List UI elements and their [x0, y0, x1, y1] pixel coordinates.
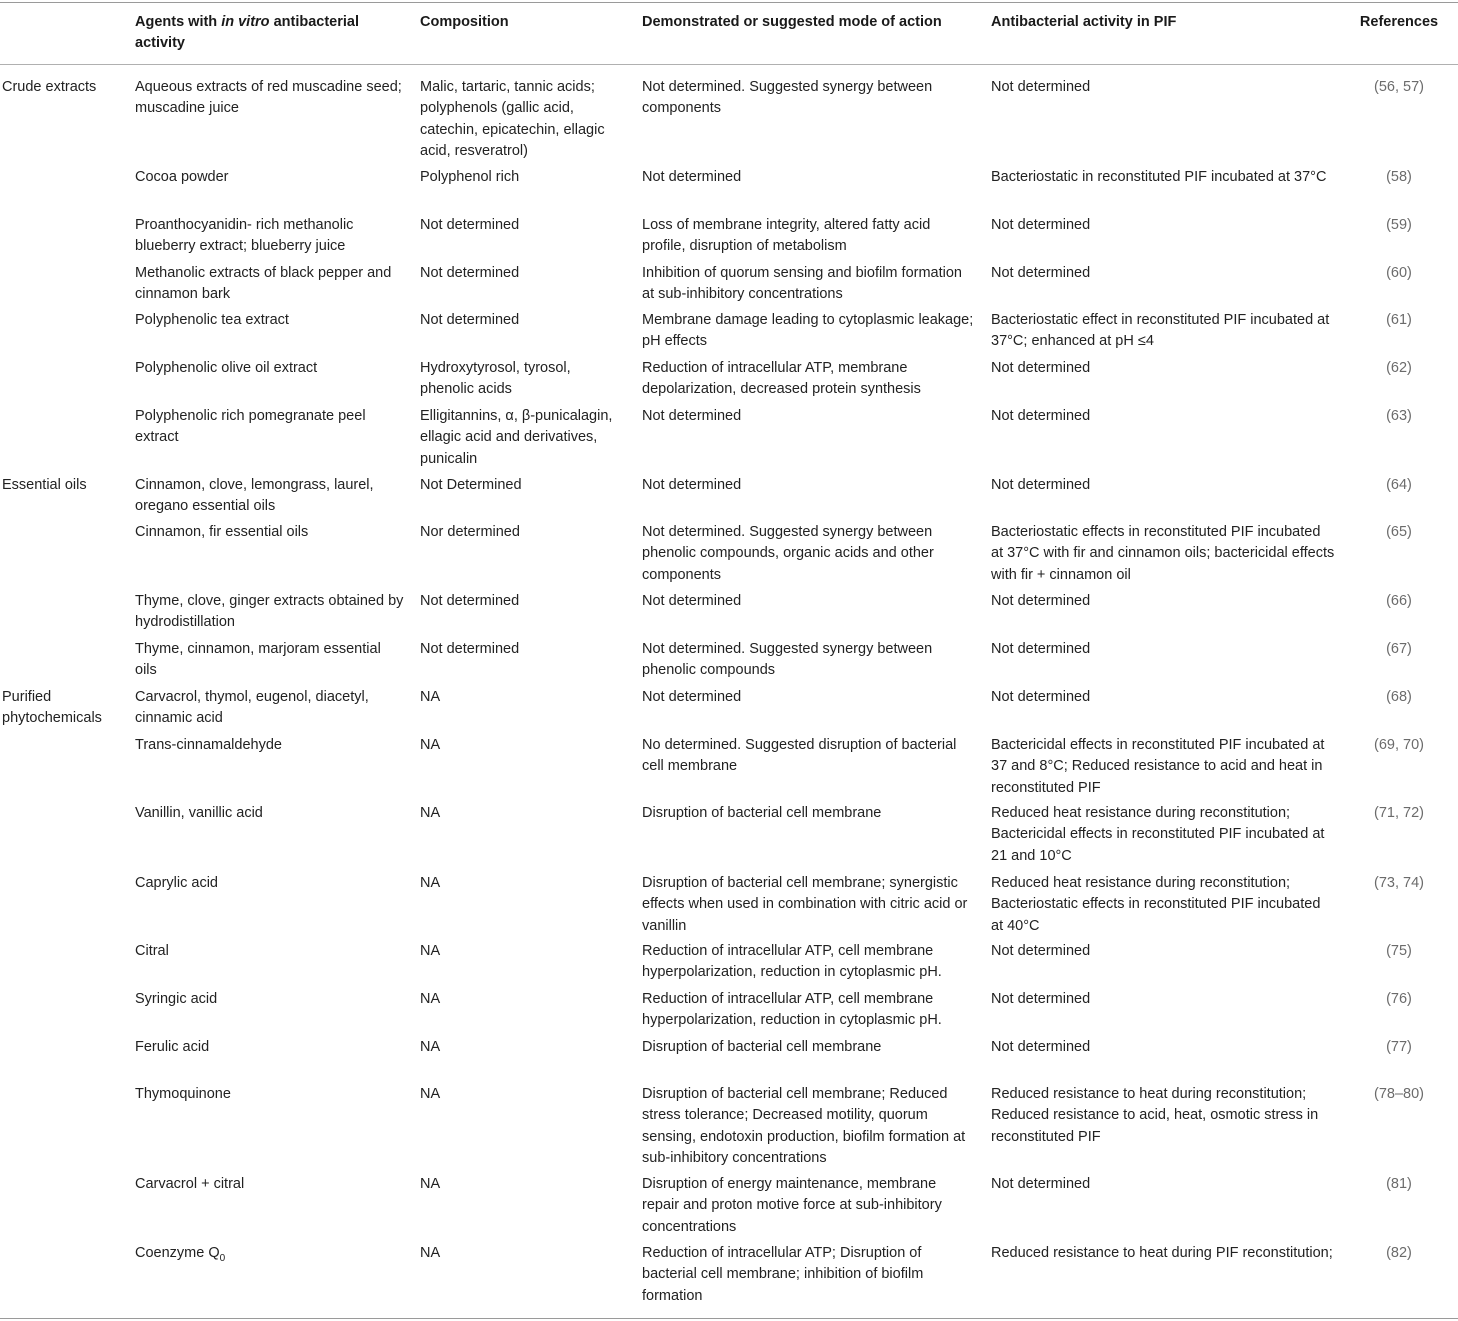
- row-activity: Not determined: [991, 943, 1091, 959]
- row-mode-of-action: Reduction of intracellular ATP; Disruption of bacterial cell membrane; inhibition of biofilm formation: [642, 1245, 924, 1304]
- row-agent: Polyphenolic olive oil extract: [135, 360, 318, 376]
- row-composition: NA: [420, 991, 441, 1007]
- row-reference-link[interactable]: (78–80): [1374, 1086, 1424, 1102]
- row-mode-of-action: Not determined: [642, 169, 742, 185]
- row-composition: NA: [420, 689, 441, 705]
- row-agent: Polyphenolic tea extract: [135, 312, 289, 328]
- row-mode-of-action: Not determined: [642, 408, 742, 424]
- row-reference-link[interactable]: (69, 70): [1374, 737, 1424, 753]
- header-agents-italic: in vitro: [221, 14, 270, 30]
- row-activity: Not determined: [991, 477, 1091, 493]
- row-composition: NA: [420, 805, 441, 821]
- row-composition: Not determined: [420, 217, 520, 233]
- row-agent: Thymoquinone: [135, 1086, 231, 1102]
- table-header-rule: [0, 64, 1458, 65]
- row-activity: Bacteriostatic effect in reconstituted PIF incubated at 37°C; enhanced at pH ≤4: [991, 312, 1330, 350]
- row-mode-of-action: Reduction of intracellular ATP, cell membrane hyperpolarization, reduction in cytoplasmic pH.: [642, 943, 942, 981]
- row-activity: Not determined: [991, 641, 1091, 657]
- row-reference-link[interactable]: (68): [1386, 689, 1412, 705]
- row-mode-of-action: Disruption of bacterial cell membrane: [642, 1039, 882, 1055]
- row-activity: Not determined: [991, 991, 1091, 1007]
- row-composition: NA: [420, 875, 441, 891]
- row-agent: Proanthocyanidin- rich methanolic blueberry extract; blueberry juice: [135, 217, 354, 255]
- row-mode-of-action: No determined. Suggested disruption of bacterial cell membrane: [642, 737, 957, 775]
- row-activity: Reduced resistance to heat during reconstitution; Reduced resistance to acid, heat, osmotic stress in reconstituted PIF: [991, 1086, 1319, 1145]
- row-category: Essential oils: [2, 477, 87, 493]
- row-mode-of-action: Loss of membrane integrity, altered fatty acid profile, disruption of metabolism: [642, 217, 931, 255]
- header-agents-text-1: Agents with: [135, 14, 222, 30]
- row-mode-of-action: Disruption of bacterial cell membrane; Reduced stress tolerance; Decreased motility, quorum sensing, endotoxin production, biofilm formation at sub-inhibitory concentrations: [642, 1086, 966, 1166]
- row-agent: Carvacrol, thymol, eugenol, diacetyl, cinnamic acid: [135, 689, 369, 727]
- header-agents: [135, 12, 405, 55]
- row-mode-of-action: Disruption of energy maintenance, membrane repair and proton motive force at sub-inhibitory concentrations: [642, 1176, 942, 1235]
- row-mode-of-action: Inhibition of quorum sensing and biofilm formation at sub-inhibitory concentrations: [642, 265, 962, 303]
- row-reference-link[interactable]: (56, 57): [1374, 79, 1424, 95]
- row-mode-of-action: Membrane damage leading to cytoplasmic leakage; pH effects: [642, 312, 974, 350]
- row-reference-link[interactable]: (71, 72): [1374, 805, 1424, 821]
- row-activity: Not determined: [991, 593, 1091, 609]
- row-reference-link[interactable]: (63): [1386, 408, 1412, 424]
- row-agent: Polyphenolic rich pomegranate peel extract: [135, 408, 366, 446]
- row-activity: Not determined: [991, 217, 1091, 233]
- row-composition: Nor determined: [420, 524, 520, 540]
- row-activity: Not determined: [991, 689, 1091, 705]
- row-composition: Elligitannins, α, β-punicalagin, ellagic acid and derivatives, punicalin: [420, 408, 613, 467]
- row-composition: Not determined: [420, 265, 520, 281]
- header-composition: Composition: [420, 14, 509, 30]
- row-composition: Not determined: [420, 312, 520, 328]
- row-agent: [135, 1243, 405, 1264]
- row-activity: Bactericidal effects in reconstituted PIF incubated at 37 and 8°C; Reduced resistance to acid and heat in reconstituted PIF: [991, 737, 1325, 796]
- table-top-rule: [0, 2, 1458, 3]
- row-composition: NA: [420, 1086, 441, 1102]
- row-agent: Cinnamon, fir essential oils: [135, 524, 309, 540]
- row-reference-link[interactable]: (73, 74): [1374, 875, 1424, 891]
- row-composition: Hydroxytyrosol, tyrosol, phenolic acids: [420, 360, 571, 398]
- row-agent: Aqueous extracts of red muscadine seed; muscadine juice: [135, 79, 402, 117]
- row-agent: Trans-cinnamaldehyde: [135, 737, 282, 753]
- header-agents-text-2: antibacterial activity: [135, 14, 359, 52]
- row-composition: NA: [420, 1039, 441, 1055]
- row-agent: Ferulic acid: [135, 1039, 210, 1055]
- header-references: References: [1359, 14, 1439, 30]
- row-activity: Not determined: [991, 1176, 1091, 1192]
- header-activity-in-pif: Antibacterial activity in PIF: [991, 14, 1177, 30]
- row-category: Crude extracts: [2, 79, 97, 95]
- row-mode-of-action: Reduction of intracellular ATP, cell membrane hyperpolarization, reduction in cytoplasmic pH.: [642, 991, 942, 1029]
- row-agent: Cinnamon, clove, lemongrass, laurel, oregano essential oils: [135, 477, 374, 515]
- row-reference-link[interactable]: (66): [1386, 593, 1412, 609]
- row-mode-of-action: Disruption of bacterial cell membrane; synergistic effects when used in combination with citric acid or vanillin: [642, 875, 968, 934]
- row-reference-link[interactable]: (60): [1386, 265, 1412, 281]
- row-activity: Not determined: [991, 79, 1091, 95]
- row-composition: Not Determined: [420, 477, 522, 493]
- row-composition: NA: [420, 1245, 441, 1261]
- row-activity: Reduced heat resistance during reconstitution; Bactericidal effects in reconstituted PIF incubated at 21 and 10°C: [991, 805, 1325, 864]
- row-mode-of-action: Disruption of bacterial cell membrane: [642, 805, 882, 821]
- row-reference-link[interactable]: (82): [1386, 1245, 1412, 1261]
- row-reference-link[interactable]: (64): [1386, 477, 1412, 493]
- row-reference-link[interactable]: (61): [1386, 312, 1412, 328]
- row-activity: Not determined: [991, 265, 1091, 281]
- row-category: Purified phytochemicals: [2, 689, 102, 727]
- row-activity: Not determined: [991, 1039, 1091, 1055]
- row-agent: Thyme, cinnamon, marjoram essential oils: [135, 641, 381, 679]
- header-mode-of-action: Demonstrated or suggested mode of action: [642, 14, 942, 30]
- row-agent: Caprylic acid: [135, 875, 218, 891]
- row-mode-of-action: Not determined: [642, 689, 742, 705]
- row-composition: NA: [420, 737, 441, 753]
- row-composition: Polyphenol rich: [420, 169, 520, 185]
- row-agent-base: Coenzyme Q: [135, 1245, 220, 1261]
- row-reference-link[interactable]: (76): [1386, 991, 1412, 1007]
- row-agent: Methanolic extracts of black pepper and cinnamon bark: [135, 265, 392, 303]
- row-composition: NA: [420, 1176, 441, 1192]
- row-activity: Bacteriostatic in reconstituted PIF incubated at 37°C: [991, 169, 1327, 185]
- row-activity: Not determined: [991, 360, 1091, 376]
- row-reference-link[interactable]: (81): [1386, 1176, 1412, 1192]
- row-mode-of-action: Not determined. Suggested synergy between phenolic compounds, organic acids and other components: [642, 524, 934, 583]
- row-agent: Citral: [135, 943, 169, 959]
- row-mode-of-action: Not determined: [642, 593, 742, 609]
- row-agent: Carvacrol + citral: [135, 1176, 245, 1192]
- row-reference-link[interactable]: (62): [1386, 360, 1412, 376]
- row-reference-link[interactable]: (67): [1386, 641, 1412, 657]
- row-mode-of-action: Reduction of intracellular ATP, membrane depolarization, decreased protein synthesis: [642, 360, 921, 398]
- row-mode-of-action: Not determined. Suggested synergy between components: [642, 79, 933, 117]
- row-activity: Reduced heat resistance during reconstitution; Bacteriostatic effects in reconstituted PIF incubated at 40°C: [991, 875, 1321, 934]
- row-composition: NA: [420, 943, 441, 959]
- row-reference-link[interactable]: (58): [1386, 169, 1412, 185]
- row-agent: Vanillin, vanillic acid: [135, 805, 263, 821]
- row-composition: Malic, tartaric, tannic acids; polyphenols (gallic acid, catechin, epicatechin, ellagic acid, resveratrol): [420, 79, 605, 159]
- row-mode-of-action: Not determined: [642, 477, 742, 493]
- row-agent: Cocoa powder: [135, 169, 229, 185]
- row-agent: Thyme, clove, ginger extracts obtained by hydrodistillation: [135, 593, 404, 631]
- table-bottom-rule: [0, 1318, 1458, 1319]
- row-activity: Bacteriostatic effects in reconstituted PIF incubated at 37°C with fir and cinnamon oils; bactericidal effects with fir + cinnamon oil: [991, 524, 1335, 583]
- row-activity: Reduced resistance to heat during PIF reconstitution;: [991, 1245, 1333, 1261]
- row-reference-link[interactable]: (59): [1386, 217, 1412, 233]
- row-activity: Not determined: [991, 408, 1091, 424]
- row-agent: Syringic acid: [135, 991, 218, 1007]
- row-reference-link[interactable]: (75): [1386, 943, 1412, 959]
- row-agent-subscript: 0: [219, 1252, 226, 1264]
- row-mode-of-action: Not determined. Suggested synergy between phenolic compounds: [642, 641, 933, 679]
- row-reference-link[interactable]: (65): [1386, 524, 1412, 540]
- row-composition: Not determined: [420, 641, 520, 657]
- row-composition: Not determined: [420, 593, 520, 609]
- row-reference-link[interactable]: (77): [1386, 1039, 1412, 1055]
